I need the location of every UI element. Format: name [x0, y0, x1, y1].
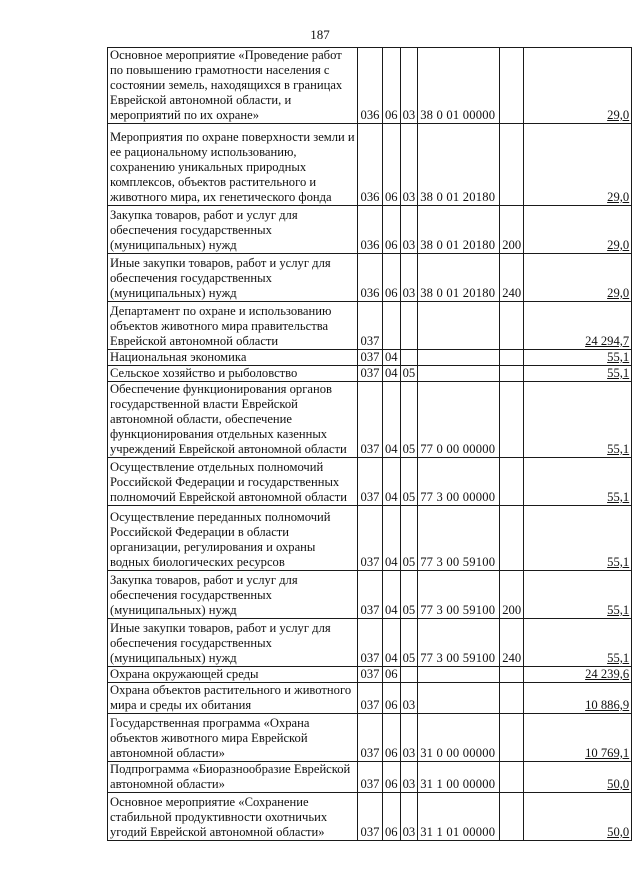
subsection-code: 05	[400, 366, 418, 382]
subsection-code	[400, 667, 418, 683]
item-name: Подпрограмма «Биоразнообразие Еврейской автономной области»	[108, 762, 358, 793]
section-code: 06	[383, 667, 401, 683]
expense-type-code: 240	[500, 619, 524, 667]
target-article-code	[418, 667, 500, 683]
expense-type-code	[500, 667, 524, 683]
item-name: Мероприятия по охране поверхности земли и ее рациональному использованию, сохранению уникальных природных комплексов, объектов растительного и животного мира, их генетического фонда	[108, 124, 358, 206]
ministry-code: 037	[358, 714, 383, 762]
budget-table	[107, 47, 632, 841]
section-code	[383, 302, 401, 350]
ministry-code: 037	[358, 350, 383, 366]
ministry-code: 037	[358, 506, 383, 571]
ministry-code: 037	[358, 619, 383, 667]
section-code: 06	[383, 48, 401, 124]
expense-type-code	[500, 506, 524, 571]
ministry-code: 037	[358, 683, 383, 714]
ministry-code: 036	[358, 254, 383, 302]
expense-type-code	[500, 458, 524, 506]
ministry-code: 036	[358, 48, 383, 124]
table-row	[108, 382, 632, 458]
target-article-code: 77 3 00 59100	[418, 506, 500, 571]
ministry-code: 037	[358, 302, 383, 350]
expense-type-code: 200	[500, 206, 524, 254]
expense-type-code	[500, 48, 524, 124]
amount: 10 886,9	[524, 683, 632, 714]
section-code: 06	[383, 124, 401, 206]
ministry-code: 037	[358, 793, 383, 841]
expense-type-code	[500, 683, 524, 714]
section-code: 04	[383, 571, 401, 619]
expense-type-code: 240	[500, 254, 524, 302]
ministry-code: 037	[358, 382, 383, 458]
item-name: Охрана окружающей среды	[108, 667, 358, 683]
target-article-code: 38 0 01 20180	[418, 124, 500, 206]
section-code: 06	[383, 714, 401, 762]
subsection-code: 05	[400, 382, 418, 458]
expense-type-code: 200	[500, 571, 524, 619]
subsection-code	[400, 302, 418, 350]
item-name: Основное мероприятие «Сохранение стабильной продуктивности охотничьих угодий Еврейской автономной области»	[108, 793, 358, 841]
table-row	[108, 366, 632, 382]
amount: 50,0	[524, 762, 632, 793]
subsection-code	[400, 350, 418, 366]
section-code: 06	[383, 793, 401, 841]
subsection-code: 05	[400, 571, 418, 619]
amount: 55,1	[524, 506, 632, 571]
table-row	[108, 350, 632, 366]
target-article-code	[418, 683, 500, 714]
target-article-code: 31 1 01 00000	[418, 793, 500, 841]
section-code: 04	[383, 458, 401, 506]
amount: 29,0	[524, 124, 632, 206]
ministry-code: 037	[358, 458, 383, 506]
table-row	[108, 793, 632, 841]
table-body	[108, 48, 632, 841]
subsection-code: 03	[400, 683, 418, 714]
target-article-code	[418, 366, 500, 382]
table-row	[108, 762, 632, 793]
item-name: Департамент по охране и использованию объектов животного мира правительства Еврейской автономной области	[108, 302, 358, 350]
section-code: 04	[383, 506, 401, 571]
target-article-code: 77 3 00 59100	[418, 571, 500, 619]
amount: 24 294,7	[524, 302, 632, 350]
subsection-code: 03	[400, 206, 418, 254]
table-row	[108, 458, 632, 506]
target-article-code: 77 3 00 00000	[418, 458, 500, 506]
amount: 29,0	[524, 48, 632, 124]
subsection-code: 05	[400, 458, 418, 506]
item-name: Иные закупки товаров, работ и услуг для обеспечения государственных (муниципальных) нужд	[108, 619, 358, 667]
item-name: Основное мероприятие «Проведение работ по повышению грамотности населения с состоянии земель, находящихся в границах Еврейской автономной области, и мероприятий по их охране»	[108, 48, 358, 124]
amount: 55,1	[524, 366, 632, 382]
amount: 55,1	[524, 350, 632, 366]
subsection-code: 03	[400, 124, 418, 206]
ministry-code: 037	[358, 667, 383, 683]
target-article-code	[418, 350, 500, 366]
target-article-code	[418, 302, 500, 350]
amount: 29,0	[524, 206, 632, 254]
target-article-code: 31 0 00 00000	[418, 714, 500, 762]
section-code: 06	[383, 206, 401, 254]
subsection-code: 05	[400, 619, 418, 667]
expense-type-code	[500, 302, 524, 350]
amount: 24 239,6	[524, 667, 632, 683]
section-code: 06	[383, 762, 401, 793]
expense-type-code	[500, 366, 524, 382]
amount: 50,0	[524, 793, 632, 841]
ministry-code: 037	[358, 762, 383, 793]
target-article-code: 38 0 01 00000	[418, 48, 500, 124]
table-row	[108, 254, 632, 302]
table-row	[108, 206, 632, 254]
item-name: Обеспечение функционирования органов государственной власти Еврейской автономной области, обеспечение функционирования отдельных казенных учреждений Еврейской автономной области	[108, 382, 358, 458]
expense-type-code	[500, 714, 524, 762]
item-name: Государственная программа «Охрана объектов животного мира Еврейской автономной области»	[108, 714, 358, 762]
section-code: 06	[383, 254, 401, 302]
item-name: Осуществление отдельных полномочий Российской Федерации и государственных полномочий Еврейской автономной области	[108, 458, 358, 506]
section-code: 04	[383, 350, 401, 366]
subsection-code: 03	[400, 714, 418, 762]
target-article-code: 31 1 00 00000	[418, 762, 500, 793]
table-row	[108, 714, 632, 762]
target-article-code: 38 0 01 20180	[418, 206, 500, 254]
item-name: Закупка товаров, работ и услуг для обеспечения государственных (муниципальных) нужд	[108, 206, 358, 254]
ministry-code: 037	[358, 571, 383, 619]
ministry-code: 037	[358, 366, 383, 382]
table-row	[108, 302, 632, 350]
amount: 55,1	[524, 571, 632, 619]
target-article-code: 38 0 01 20180	[418, 254, 500, 302]
section-code: 04	[383, 382, 401, 458]
subsection-code: 03	[400, 762, 418, 793]
item-name: Охрана объектов растительного и животного мира и среды их обитания	[108, 683, 358, 714]
item-name: Закупка товаров, работ и услуг для обеспечения государственных (муниципальных) нужд	[108, 571, 358, 619]
section-code: 06	[383, 683, 401, 714]
amount: 10 769,1	[524, 714, 632, 762]
expense-type-code	[500, 793, 524, 841]
ministry-code: 036	[358, 206, 383, 254]
amount: 55,1	[524, 458, 632, 506]
item-name: Национальная экономика	[108, 350, 358, 366]
amount: 55,1	[524, 382, 632, 458]
table-row	[108, 506, 632, 571]
target-article-code: 77 3 00 59100	[418, 619, 500, 667]
expense-type-code	[500, 350, 524, 366]
table-row	[108, 124, 632, 206]
target-article-code: 77 0 00 00000	[418, 382, 500, 458]
amount: 29,0	[524, 254, 632, 302]
subsection-code: 03	[400, 48, 418, 124]
item-name: Сельское хозяйство и рыболовство	[108, 366, 358, 382]
expense-type-code	[500, 762, 524, 793]
section-code: 04	[383, 619, 401, 667]
section-code: 04	[383, 366, 401, 382]
amount: 55,1	[524, 619, 632, 667]
expense-type-code	[500, 124, 524, 206]
expense-type-code	[500, 382, 524, 458]
subsection-code: 03	[400, 793, 418, 841]
ministry-code: 036	[358, 124, 383, 206]
table-row	[108, 667, 632, 683]
subsection-code: 03	[400, 254, 418, 302]
item-name: Осуществление переданных полномочий Российской Федерации в области организации, регулирования и охраны водных биологических ресурсов	[108, 506, 358, 571]
page-number: 187	[310, 27, 330, 42]
item-name: Иные закупки товаров, работ и услуг для обеспечения государственных (муниципальных) нужд	[108, 254, 358, 302]
table-row	[108, 571, 632, 619]
table-row	[108, 683, 632, 714]
subsection-code: 05	[400, 506, 418, 571]
table-row	[108, 48, 632, 124]
table-row	[108, 619, 632, 667]
